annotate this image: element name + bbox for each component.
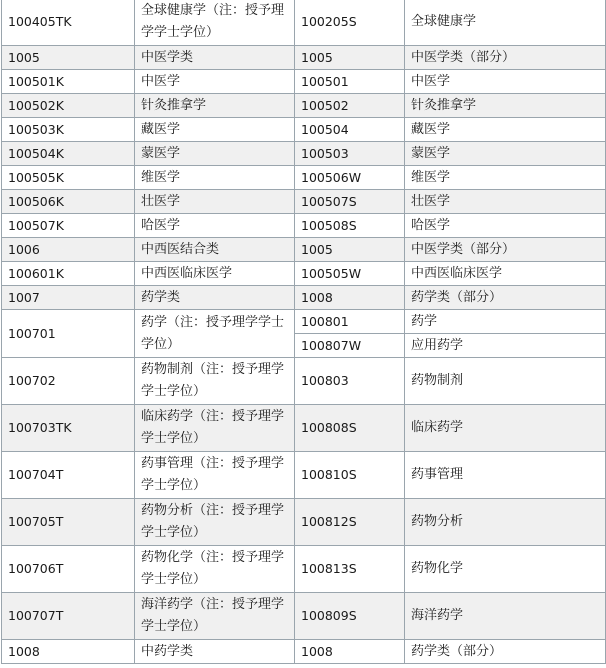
table-cell-new-code: 100703TK xyxy=(2,405,135,452)
table-row xyxy=(2,310,606,334)
table-cell-new-code: 100706T xyxy=(2,546,135,593)
table-cell-old-name: 药事管理 xyxy=(405,452,606,499)
table-row xyxy=(2,262,606,286)
table-cell-old-name: 药物分析 xyxy=(405,499,606,546)
table-cell-new-code: 100502K xyxy=(2,94,135,118)
table-cell-old-name: 药学类（部分） xyxy=(405,286,606,310)
table-cell-new-code: 100504K xyxy=(2,142,135,166)
table-cell-new-code: 100707T xyxy=(2,593,135,640)
table-cell-new-name: 药学（注：授予理学学士学位） xyxy=(135,310,295,358)
table-cell-old-code: 100807W xyxy=(295,334,405,358)
table-cell-new-code: 100505K xyxy=(2,166,135,190)
table-row xyxy=(2,405,606,452)
table-body xyxy=(2,0,606,664)
table-cell-old-name: 蒙医学 xyxy=(405,142,606,166)
table-cell-old-code: 100810S xyxy=(295,452,405,499)
table-cell-old-name: 药学类（部分） xyxy=(405,640,606,664)
table-cell-old-name: 针灸推拿学 xyxy=(405,94,606,118)
table-cell-new-code: 1007 xyxy=(2,286,135,310)
table-cell-old-name: 维医学 xyxy=(405,166,606,190)
table-cell-new-code: 100702 xyxy=(2,358,135,405)
major-mapping-table xyxy=(1,0,606,664)
table-cell-new-name: 壮医学 xyxy=(135,190,295,214)
table-cell-new-name: 药事管理（注：授予理学学士学位） xyxy=(135,452,295,499)
table-cell-new-name: 中西医临床医学 xyxy=(135,262,295,286)
table-cell-new-code: 100503K xyxy=(2,118,135,142)
table-cell-old-name: 药物制剂 xyxy=(405,358,606,405)
table-cell-old-code: 100803 xyxy=(295,358,405,405)
table-cell-old-code: 100504 xyxy=(295,118,405,142)
table-cell-old-code: 100813S xyxy=(295,546,405,593)
table-cell-old-name: 壮医学 xyxy=(405,190,606,214)
table-cell-old-code: 100801 xyxy=(295,310,405,334)
table-cell-new-name: 海洋药学（注：授予理学学士学位） xyxy=(135,593,295,640)
table-cell-new-name: 中医学 xyxy=(135,70,295,94)
table-cell-old-code: 100506W xyxy=(295,166,405,190)
table-cell-new-code: 100507K xyxy=(2,214,135,238)
table-cell-old-code: 100809S xyxy=(295,593,405,640)
table-cell-new-name: 针灸推拿学 xyxy=(135,94,295,118)
table-cell-new-code: 100705T xyxy=(2,499,135,546)
table-row xyxy=(2,593,606,640)
table-cell-new-code: 100501K xyxy=(2,70,135,94)
table-cell-new-code: 100704T xyxy=(2,452,135,499)
table-row xyxy=(2,166,606,190)
table-row xyxy=(2,142,606,166)
table-row xyxy=(2,546,606,593)
table-cell-new-code: 1006 xyxy=(2,238,135,262)
table-cell-old-code: 100808S xyxy=(295,405,405,452)
table-cell-new-name: 药物分析（注：授予理学学士学位） xyxy=(135,499,295,546)
table-cell-new-name: 中西医结合类 xyxy=(135,238,295,262)
table-row xyxy=(2,94,606,118)
table-cell-old-name: 海洋药学 xyxy=(405,593,606,640)
table-cell-old-name: 药物化学 xyxy=(405,546,606,593)
table-cell-old-name: 中医学 xyxy=(405,70,606,94)
table-cell-new-name: 药物化学（注：授予理学学士学位） xyxy=(135,546,295,593)
table-row xyxy=(2,238,606,262)
table-row xyxy=(2,70,606,94)
table-cell-old-code: 100503 xyxy=(295,142,405,166)
table-cell-old-code: 100505W xyxy=(295,262,405,286)
table-cell-old-name: 应用药学 xyxy=(405,334,606,358)
table-cell-old-code: 100508S xyxy=(295,214,405,238)
table-row xyxy=(2,190,606,214)
table-cell-old-name: 中西医临床医学 xyxy=(405,262,606,286)
table-cell-old-name: 哈医学 xyxy=(405,214,606,238)
table-cell-old-code: 100507S xyxy=(295,190,405,214)
table-cell-new-name: 蒙医学 xyxy=(135,142,295,166)
table-cell-old-code: 100205S xyxy=(295,0,405,46)
table-row xyxy=(2,286,606,310)
table-cell-new-name: 药物制剂（注：授予理学学士学位） xyxy=(135,358,295,405)
table-cell-new-code: 100701 xyxy=(2,310,135,358)
table-cell-new-code: 100506K xyxy=(2,190,135,214)
table-cell-new-code: 100405TK xyxy=(2,0,135,46)
table-cell-old-name: 中医学类（部分） xyxy=(405,238,606,262)
table-cell-old-code: 100501 xyxy=(295,70,405,94)
table-cell-new-name: 哈医学 xyxy=(135,214,295,238)
table-row xyxy=(2,640,606,664)
table-cell-new-code: 1008 xyxy=(2,640,135,664)
table-row xyxy=(2,214,606,238)
table-cell-new-name: 临床药学（注：授予理学学士学位） xyxy=(135,405,295,452)
table-cell-old-name: 藏医学 xyxy=(405,118,606,142)
table-cell-old-code: 100812S xyxy=(295,499,405,546)
table-row xyxy=(2,46,606,70)
table-cell-new-name: 药学类 xyxy=(135,286,295,310)
table-cell-old-name: 临床药学 xyxy=(405,405,606,452)
table-cell-new-code: 1005 xyxy=(2,46,135,70)
table-cell-old-code: 1008 xyxy=(295,640,405,664)
table-cell-old-code: 1008 xyxy=(295,286,405,310)
table-cell-new-code: 100601K xyxy=(2,262,135,286)
table-cell-old-name: 全球健康学 xyxy=(405,0,606,46)
table-cell-old-name: 中医学类（部分） xyxy=(405,46,606,70)
table-cell-new-name: 全球健康学（注：授予理学学士学位） xyxy=(135,0,295,46)
table-cell-old-code: 100502 xyxy=(295,94,405,118)
table-cell-old-code: 1005 xyxy=(295,238,405,262)
table-row xyxy=(2,452,606,499)
table-row xyxy=(2,0,606,46)
table-cell-old-name: 药学 xyxy=(405,310,606,334)
table-cell-old-code: 1005 xyxy=(295,46,405,70)
table-cell-new-name: 中药学类 xyxy=(135,640,295,664)
table-row xyxy=(2,118,606,142)
table-row xyxy=(2,499,606,546)
table-cell-new-name: 中医学类 xyxy=(135,46,295,70)
table-cell-new-name: 维医学 xyxy=(135,166,295,190)
table-cell-new-name: 藏医学 xyxy=(135,118,295,142)
table-row xyxy=(2,358,606,405)
